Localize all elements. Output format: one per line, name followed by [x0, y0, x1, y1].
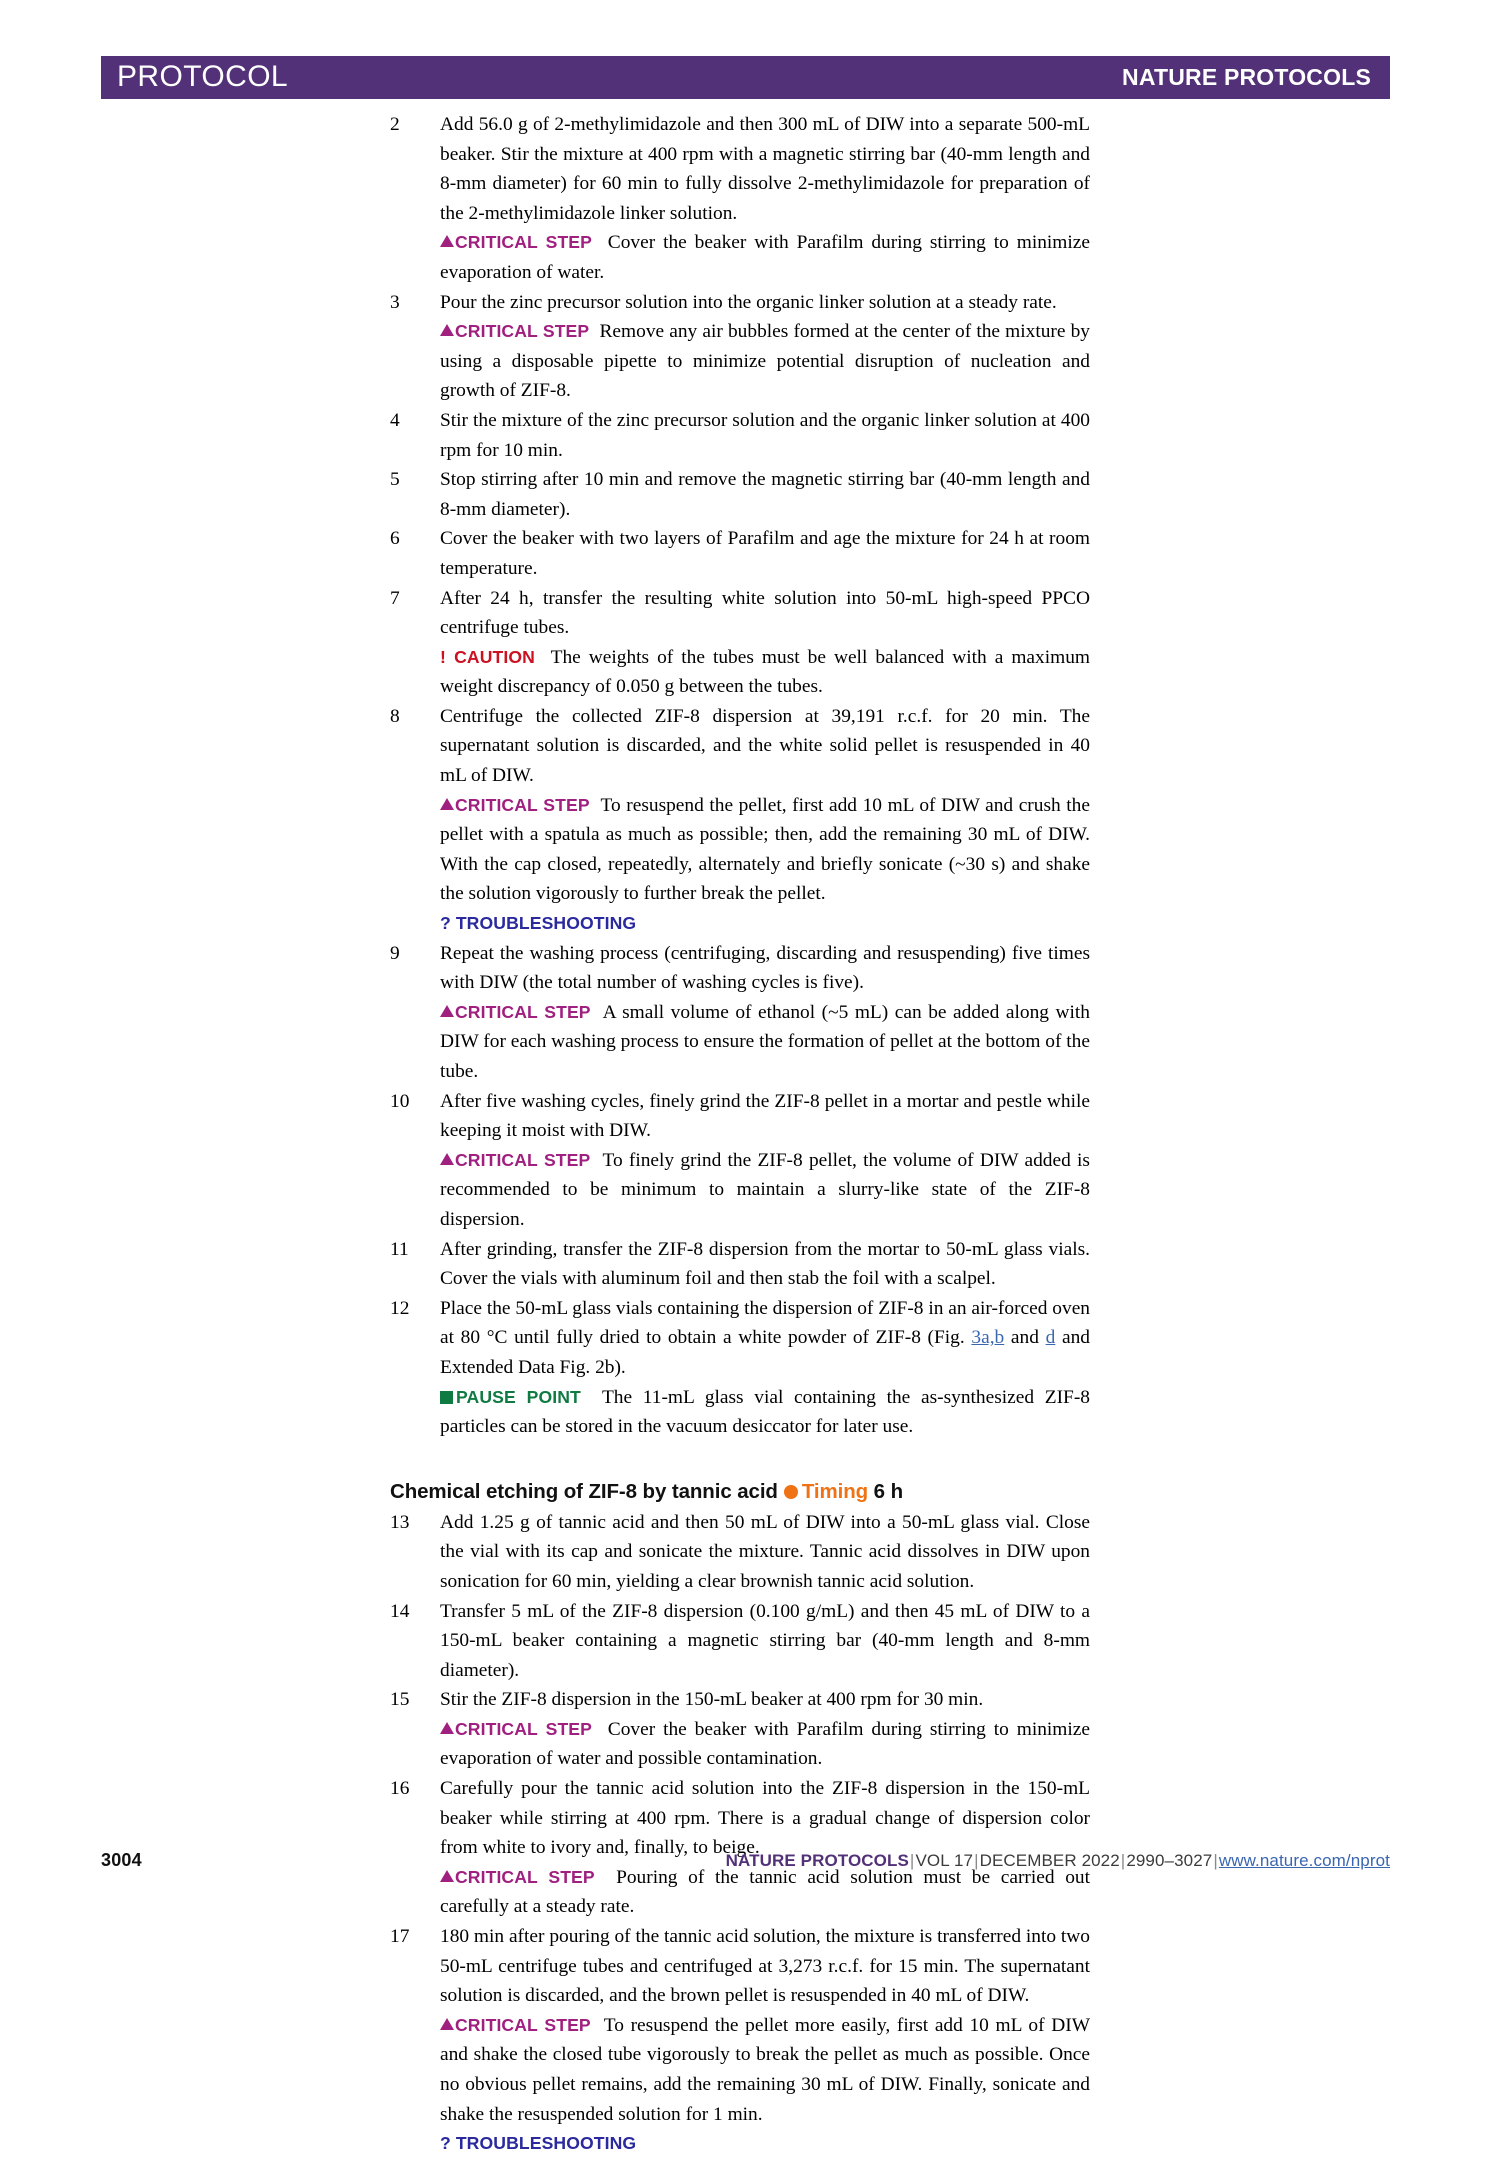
- protocol-step: [390, 110, 1090, 288]
- step-paragraph: [440, 1597, 1090, 1686]
- critical-step-text: Cover the beaker with Parafilm during stirring to minimize evaporation of water.: [440, 232, 1090, 283]
- step-text-run: and Extended Data Fig. 2b).: [440, 1327, 1090, 1378]
- critical-step-label: CRITICAL STEP: [440, 1719, 592, 1739]
- step-note: [440, 1863, 1090, 1922]
- step-text: Add 56.0 g of 2-methylimidazole and then 300 mL of DIW into a separate 500-mL beaker. Stir the mixture at 400 rpm with a magnetic stirring bar (40-mm length and 8-mm diameter) for 60 min to fully dissolve 2-methylimidazole for preparation of the 2-methylimidazole linker solution.: [440, 114, 1090, 224]
- triangle-icon: [440, 1005, 454, 1017]
- step-paragraph: [440, 939, 1090, 998]
- protocol-step: [390, 288, 1090, 406]
- step-note: [440, 1146, 1090, 1235]
- critical-step-text: Cover the beaker with Parafilm during stirring to minimize evaporation of water and possible contamination.: [440, 1718, 1090, 1770]
- section-heading: [390, 1480, 1090, 1504]
- step-text-run: and: [1004, 1327, 1046, 1349]
- triangle-icon: [440, 235, 454, 247]
- footer-url-link[interactable]: www.nature.com/nprot: [1218, 1851, 1390, 1870]
- page-footer: [101, 1850, 1390, 1871]
- step-number: 11: [390, 1238, 409, 1260]
- footer-volume: VOL 17: [915, 1851, 974, 1870]
- critical-step-label: CRITICAL STEP: [440, 2015, 591, 2035]
- protocol-step: [390, 1294, 1090, 1442]
- critical-step-label: CRITICAL STEP: [440, 795, 590, 815]
- protocol-step: [390, 1685, 1090, 1774]
- step-paragraph: [440, 1294, 1090, 1383]
- step-text: After 24 h, transfer the resulting white solution into 50-mL high-speed PPCO centrifuge tubes.: [440, 587, 1090, 639]
- triangle-icon: [440, 1722, 454, 1734]
- step-paragraph: [440, 1685, 1090, 1715]
- step-note: [440, 228, 1090, 287]
- step-paragraph: [440, 406, 1090, 465]
- step-note: [440, 2129, 1090, 2159]
- step-number: 13: [390, 1511, 410, 1533]
- triangle-icon: [440, 324, 454, 336]
- page-header-left-title: PROTOCOL: [117, 59, 289, 93]
- critical-step-label: CRITICAL STEP: [440, 1867, 595, 1887]
- footer-issue: DECEMBER 2022: [979, 1851, 1120, 1870]
- step-paragraph: [440, 1235, 1090, 1294]
- page-number: 3004: [101, 1850, 142, 1870]
- footer-pages: 2990–3027: [1126, 1851, 1213, 1870]
- critical-step-text: To resuspend the pellet, first add 10 mL of DIW and crush the pellet with a spatula as much as possible; then, add the remaining 30 mL of DIW. With the cap closed, repeatedly, alternately and briefly sonicate (~30 s) and shake the solution vigorously to further break the pellet.: [440, 794, 1090, 905]
- triangle-icon: [440, 2018, 454, 2030]
- step-number: 4: [390, 409, 400, 431]
- step-text: Stir the ZIF-8 dispersion in the 150-mL beaker at 400 rpm for 30 min.: [440, 1689, 984, 1711]
- critical-step-text: Remove any air bubbles formed at the center of the mixture by using a disposable pipette to minimize potential disruption of nucleation and growth of ZIF-8.: [440, 321, 1090, 402]
- footer-separator-1: |: [909, 1851, 915, 1870]
- step-text: After grinding, transfer the ZIF-8 dispersion from the mortar to 50-mL glass vials. Cover the vials with aluminum foil and then stab the foil with a scalpel.: [440, 1238, 1090, 1290]
- section-heading-title: Chemical etching of ZIF-8 by tannic acid: [390, 1479, 778, 1503]
- figure-reference-link[interactable]: d: [1045, 1327, 1056, 1349]
- step-text: Carefully pour the tannic acid solution into the ZIF-8 dispersion in the 150-mL beaker while stirring at 400 rpm. There is a gradual change of dispersion color from white to ivory and, finally, to beige.: [440, 1778, 1090, 1859]
- triangle-icon: [440, 1870, 454, 1882]
- protocol-step: [390, 1508, 1090, 1597]
- step-text: Repeat the washing process (centrifuging, discarding and resuspending) five times with DIW (the total number of washing cycles is five).: [440, 942, 1090, 994]
- troubleshooting-label: ? TROUBLESHOOTING: [440, 2133, 637, 2154]
- step-number: 9: [390, 942, 400, 964]
- protocol-step: [390, 1087, 1090, 1235]
- troubleshooting-label: ? TROUBLESHOOTING: [440, 913, 637, 934]
- step-paragraph: [440, 1922, 1090, 2011]
- timing-value: 6 h: [873, 1479, 903, 1503]
- step-note: [440, 317, 1090, 406]
- step-text: Stir the mixture of the zinc precursor solution and the organic linker solution at 400 rpm for 10 min.: [440, 409, 1090, 461]
- step-number: 14: [390, 1600, 410, 1622]
- step-number: 16: [390, 1778, 410, 1800]
- step-number: 17: [390, 1926, 410, 1948]
- protocol-step: [390, 584, 1090, 702]
- step-text-run: Place the 50-mL glass vials containing the dispersion of ZIF-8 in an air-forced oven at 80 °C until fully dried to obtain a white powder of ZIF-8 (Fig.: [440, 1297, 1090, 1349]
- step-paragraph: [440, 465, 1090, 524]
- step-note: [440, 1715, 1090, 1774]
- step-note: [440, 643, 1090, 702]
- step-text: Pour the zinc precursor solution into the organic linker solution at a steady rate.: [440, 291, 1057, 313]
- step-text: After five washing cycles, finely grind the ZIF-8 pellet in a mortar and pestle while keeping it moist with DIW.: [440, 1090, 1090, 1142]
- protocol-step-list-top: [390, 110, 1090, 1442]
- step-note: [440, 1383, 1090, 1442]
- step-number: 12: [390, 1297, 410, 1319]
- step-number: 3: [390, 291, 400, 313]
- section-spacer: [390, 1442, 1090, 1480]
- step-paragraph: [440, 1087, 1090, 1146]
- timing-dot-icon: [784, 1485, 798, 1499]
- square-icon: [440, 1391, 453, 1404]
- step-number: 15: [390, 1689, 410, 1711]
- step-paragraph: [440, 110, 1090, 228]
- protocol-step: [390, 406, 1090, 465]
- step-note: [440, 2011, 1090, 2129]
- triangle-icon: [440, 798, 454, 810]
- step-number: 8: [390, 705, 400, 727]
- step-text: Cover the beaker with two layers of Parafilm and age the mixture for 24 h at room temperature.: [440, 528, 1090, 579]
- pause-point-label: PAUSE POINT: [440, 1387, 581, 1407]
- page-header-right-title: NATURE PROTOCOLS: [1122, 64, 1371, 90]
- step-paragraph: [440, 584, 1090, 643]
- protocol-step-list-bottom: [390, 1508, 1090, 2159]
- footer-separator-2: |: [974, 1851, 979, 1870]
- critical-step-label: CRITICAL STEP: [440, 321, 589, 341]
- critical-step-label: CRITICAL STEP: [440, 1150, 590, 1170]
- triangle-icon: [440, 1153, 454, 1165]
- step-note: [440, 909, 1090, 939]
- protocol-step: [390, 1774, 1090, 1922]
- step-text: Add 1.25 g of tannic acid and then 50 mL of DIW into a 50-mL glass vial. Close the vial with its cap and sonicate the mixture. Tannic acid dissolves in DIW upon sonication for 60 min, yielding a clear brownish tannic acid solution.: [440, 1511, 1090, 1592]
- critical-step-text: Pouring of the tannic acid solution must be carried out carefully at a steady rate.: [440, 1866, 1091, 1918]
- critical-step-text: A small volume of ethanol (~5 mL) can be added along with DIW for each washing process to ensure the formation of pellet at the bottom of the tube.: [440, 1001, 1090, 1082]
- page-header-band: [101, 56, 1390, 99]
- step-note: [440, 791, 1090, 909]
- timing-label: Timing: [801, 1479, 869, 1503]
- caution-label: ! CAUTION: [440, 646, 535, 667]
- critical-step-label: CRITICAL STEP: [440, 232, 592, 252]
- figure-reference-link[interactable]: 3a,b: [971, 1327, 1005, 1349]
- step-number: 2: [390, 114, 400, 135]
- step-paragraph: [440, 1508, 1090, 1597]
- footer-separator-4: |: [1213, 1851, 1218, 1870]
- step-paragraph: [440, 702, 1090, 791]
- protocol-step: [390, 524, 1090, 583]
- critical-step-label: CRITICAL STEP: [440, 1002, 591, 1022]
- protocol-step: [390, 1235, 1090, 1294]
- step-number: 6: [390, 528, 400, 550]
- caution-text: The weights of the tubes must be well balanced with a maximum weight discrepancy of 0.050 g between the tubes.: [440, 646, 1090, 698]
- protocol-step: [390, 1597, 1090, 1686]
- footer-citation: [726, 1851, 1390, 1871]
- step-paragraph: [440, 524, 1090, 583]
- step-number: 5: [390, 469, 400, 491]
- protocol-step: [390, 465, 1090, 524]
- pause-point-text: The 11-mL glass vial containing the as-synthesized ZIF-8 particles can be stored in the vacuum desiccator for later use.: [440, 1386, 1090, 1438]
- step-text: 180 min after pouring of the tannic acid solution, the mixture is transferred into two 50-mL centrifuge tubes and centrifuged at 3,273 r.c.f. for 15 min. The supernatant solution is discarded, and the brown pellet is resuspended in 40 mL of DIW.: [440, 1926, 1090, 2007]
- step-number: 7: [390, 587, 400, 609]
- step-text: Stop stirring after 10 min and remove the magnetic stirring bar (40-mm length and 8-mm diameter).: [440, 469, 1090, 520]
- step-paragraph: [440, 288, 1090, 318]
- protocol-step: [390, 702, 1090, 939]
- critical-step-text: To finely grind the ZIF-8 pellet, the volume of DIW added is recommended to be minimum to maintain a slurry-like state of the ZIF-8 dispersion.: [440, 1149, 1090, 1230]
- step-number: 10: [390, 1090, 410, 1112]
- step-note: [440, 998, 1090, 1087]
- critical-step-text: To resuspend the pellet more easily, first add 10 mL of DIW and shake the closed tube vigorously to break the pellet as much as possible. Once no obvious pellet remains, add the remaining 30 mL of DIW. Finally, sonicate and shake the resuspended solution for 1 min.: [440, 2014, 1091, 2125]
- footer-brand: NATURE PROTOCOLS: [725, 1851, 909, 1870]
- step-text: Transfer 5 mL of the ZIF-8 dispersion (0.100 g/mL) and then 45 mL of DIW to a 150-mL beaker containing a magnetic stirring bar (40-mm length and 8-mm diameter).: [440, 1600, 1090, 1681]
- footer-separator-3: |: [1120, 1851, 1126, 1870]
- protocol-step: [390, 939, 1090, 1087]
- protocol-step: [390, 1922, 1090, 2159]
- step-text: Centrifuge the collected ZIF-8 dispersion at 39,191 r.c.f. for 20 min. The supernatant solution is discarded, and the white solid pellet is resuspended in 40 mL of DIW.: [440, 705, 1090, 787]
